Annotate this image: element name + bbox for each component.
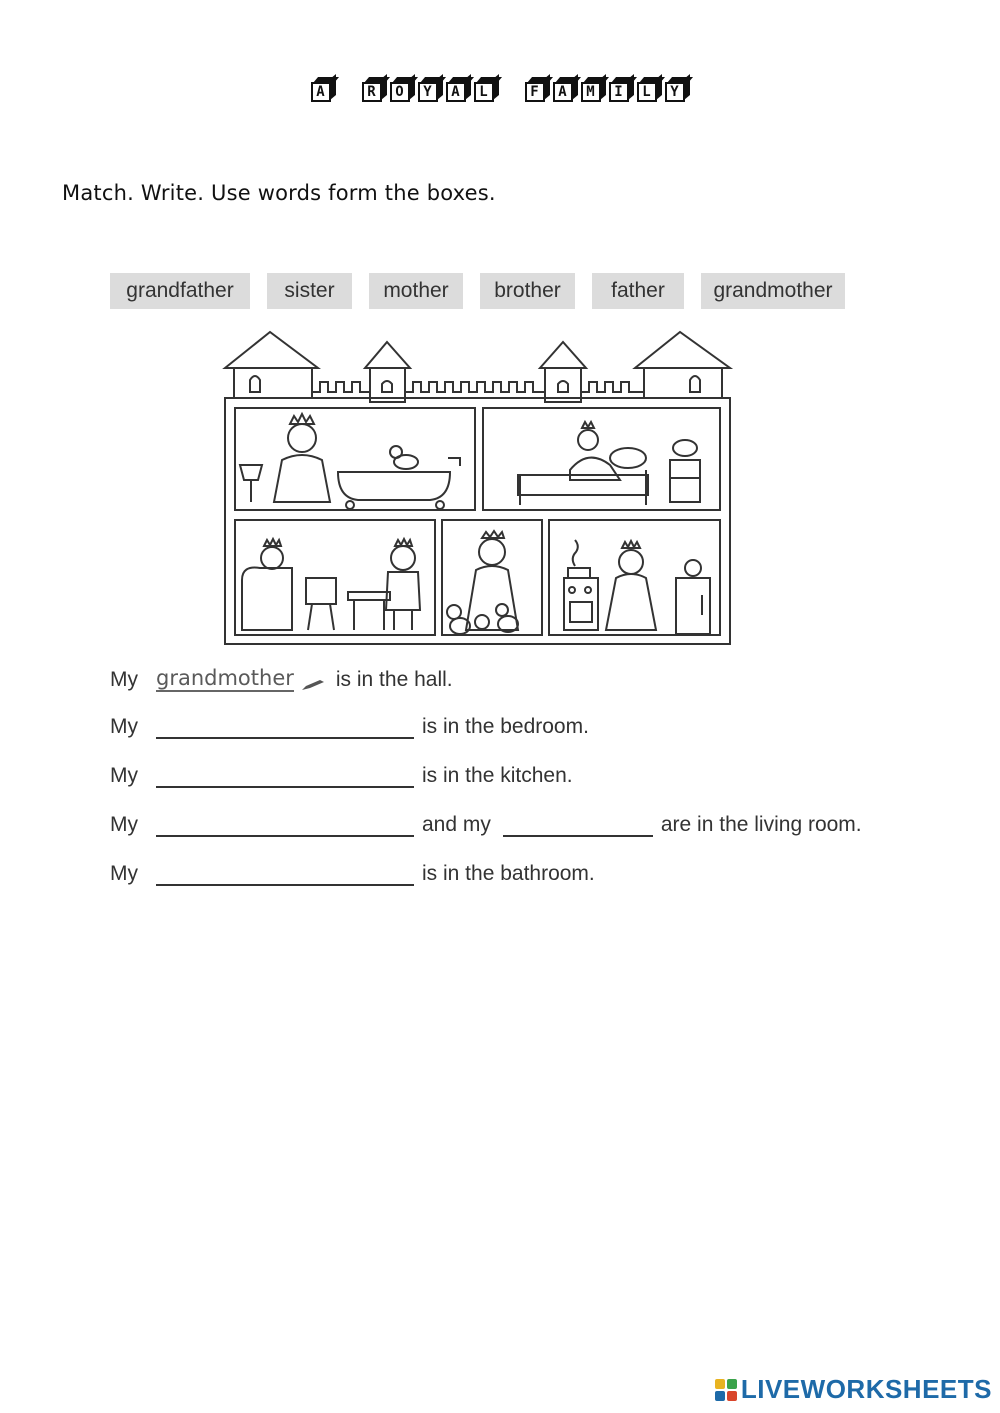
letter-block: M — [581, 77, 606, 103]
table — [348, 592, 390, 600]
sentence-bedroom — [110, 715, 589, 739]
letter-block: O — [390, 77, 415, 103]
king-head — [288, 424, 316, 452]
instructions: Match. Write. Use words form the boxes. — [62, 181, 496, 205]
title-word-1 — [311, 77, 336, 103]
sentence-middle: and my — [422, 813, 491, 836]
word-box-grandmother: grandmother — [701, 273, 845, 309]
right-tower — [644, 368, 722, 398]
pencil-icon — [300, 678, 326, 692]
letter-block: Y — [665, 77, 690, 103]
right-tower-roof — [635, 332, 730, 368]
bathtub — [338, 472, 450, 500]
letter-block: L — [474, 77, 499, 103]
letter-block: A — [311, 77, 336, 103]
sentence-rest: is in the kitchen. — [422, 764, 573, 787]
tv — [306, 578, 336, 604]
word-bank — [110, 273, 845, 309]
mother-head — [619, 550, 643, 574]
sentence-hall — [110, 666, 453, 692]
answer-blank[interactable] — [156, 813, 414, 837]
letter-block: Y — [418, 77, 443, 103]
castle-illustration — [220, 330, 735, 648]
fridge — [676, 578, 710, 634]
sentence-rest: is in the hall. — [335, 668, 453, 691]
sentence-bathroom — [110, 862, 595, 886]
brand-logo — [715, 1374, 992, 1405]
word-box-brother: brother — [480, 273, 575, 309]
page-title — [0, 70, 1000, 110]
letter-block: A — [553, 77, 578, 103]
word-box-sister: sister — [267, 273, 352, 309]
bathroom — [235, 408, 475, 510]
sentence-rest: is in the bedroom. — [422, 715, 589, 738]
letter-block: I — [609, 77, 634, 103]
sentence-prefix: My — [110, 764, 138, 787]
title-word-2 — [362, 77, 499, 103]
sentence-prefix: My — [110, 813, 138, 836]
sentence-prefix: My — [110, 715, 138, 738]
sister-head — [578, 430, 598, 450]
sentence-kitchen — [110, 764, 573, 788]
example-answer: grandmother — [156, 666, 294, 690]
telephone — [673, 440, 697, 456]
title-word-3 — [525, 77, 690, 103]
left-tower-roof — [225, 332, 318, 368]
letter-block: L — [637, 77, 662, 103]
letter-block: F — [525, 77, 550, 103]
answer-blank[interactable] — [156, 862, 414, 886]
father-head — [391, 546, 415, 570]
sentence-rest: are in the living room. — [660, 813, 862, 836]
liveworksheets-icon — [715, 1379, 737, 1401]
left-tower — [234, 368, 312, 398]
answer-blank[interactable] — [503, 813, 653, 837]
brand-text: LIVEWORKSHEETS — [740, 1374, 992, 1404]
sentence-prefix: My — [110, 668, 138, 691]
sentence-living-room — [110, 813, 862, 837]
sentence-rest: is in the bathroom. — [422, 862, 595, 885]
nightstand — [670, 460, 700, 502]
word-box-mother: mother — [369, 273, 463, 309]
letter-block: R — [362, 77, 387, 103]
word-box-father: father — [592, 273, 684, 309]
grandfather-head — [261, 547, 283, 569]
sentence-prefix: My — [110, 862, 138, 885]
grandmother-head — [479, 539, 505, 565]
armchair — [242, 568, 292, 631]
answer-blank[interactable] — [156, 764, 414, 788]
letter-block: A — [446, 77, 471, 103]
word-box-grandfather: grandfather — [110, 273, 250, 309]
answer-blank[interactable] — [156, 715, 414, 739]
apple — [685, 560, 701, 576]
